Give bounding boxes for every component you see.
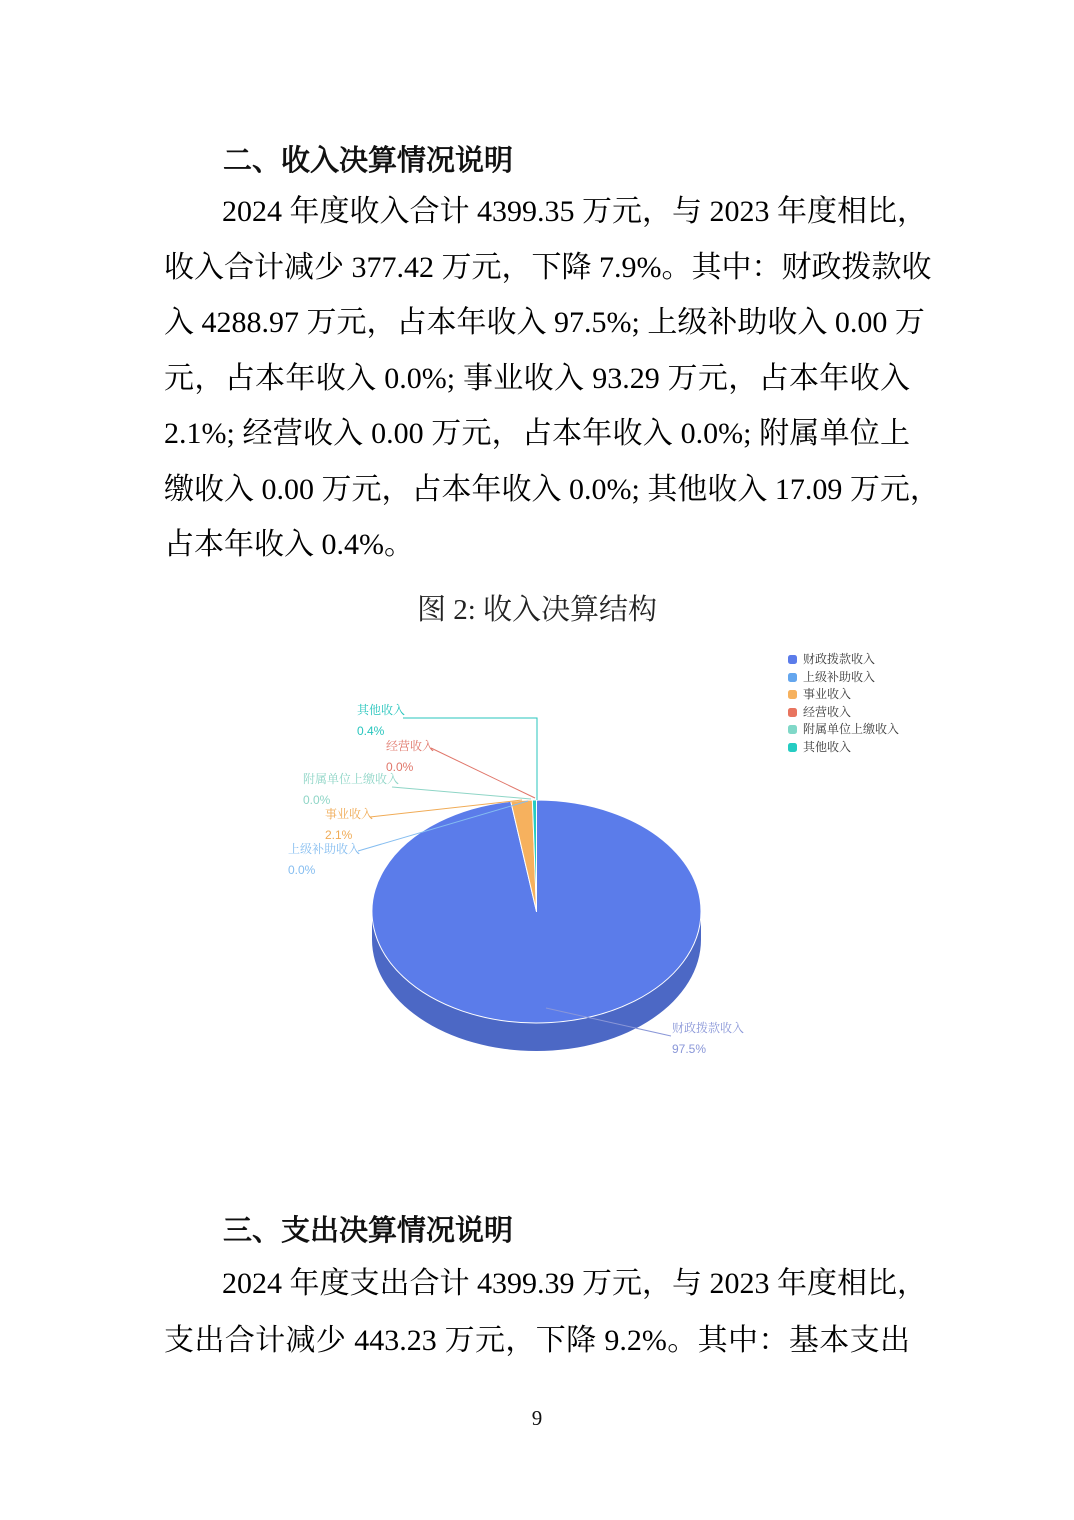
legend-swatch-icon (788, 655, 797, 664)
legend-item-operating-income (788, 706, 899, 719)
legend-label: 财政拨款收入 (803, 652, 876, 666)
legend-item-other-income (788, 741, 899, 754)
income-section-heading: 二、收入决算情况说明 (223, 145, 514, 177)
callout-operating-income-label: 经营收入 (386, 739, 435, 753)
legend-label: 附属单位上缴收入 (803, 722, 900, 737)
legend-label: 其他收入 (803, 739, 852, 754)
legend-item-business-income (788, 688, 899, 701)
legend-swatch-icon (788, 743, 797, 752)
callout-operating-income-pct: 0.0% (386, 760, 414, 774)
paragraph-line: 2024 年度支出合计 4399.39 万元，与 2023 年度相比， (222, 1267, 927, 1300)
legend-swatch-icon (788, 690, 797, 699)
callout-other-income-pct: 0.4% (357, 724, 385, 738)
leader-line-affiliated-income (392, 787, 531, 799)
pie-chart-canvas (0, 640, 1074, 1110)
expenditure-paragraph (164, 1255, 927, 1369)
callout-affiliated-income-pct: 0.0% (303, 793, 331, 807)
callout-fiscal-appropriation-income-label: 财政拨款收入 (672, 1021, 745, 1035)
legend-swatch-icon (788, 708, 797, 717)
legend-swatch-icon (788, 725, 797, 734)
figure-caption: 图 2: 收入决算结构 (416, 594, 658, 626)
paragraph-line: 2.1%; 经营收入 0.00 万元，占本年收入 0.0%; 附属单位上 (164, 417, 910, 450)
chart-legend (788, 653, 899, 754)
legend-label: 事业收入 (803, 687, 852, 702)
income-pie-chart (0, 640, 1074, 1110)
expenditure-section-heading: 三、支出决算情况说明 (223, 1215, 514, 1247)
paragraph-line: 元，占本年收入 0.0%; 事业收入 93.29 万元，占本年收入 (164, 361, 910, 395)
paragraph-line: 占本年收入 0.4%。 (164, 528, 414, 561)
callout-fiscal-appropriation-income-pct: 97.5% (672, 1042, 707, 1056)
callout-other-income-label: 其他收入 (357, 703, 406, 717)
callout-affiliated-income-label: 附属单位上缴收入 (303, 772, 400, 786)
legend-item-superior-subsidy-income (788, 671, 899, 684)
paragraph-line: 支出合计减少 443.23 万元，下降 9.2%。其中：基本支出 (164, 1324, 910, 1357)
leader-line-other-income (403, 718, 537, 800)
leader-line-operating-income (431, 748, 535, 798)
legend-item-affiliated-income (788, 723, 899, 736)
callout-business-income-pct: 2.1% (325, 828, 353, 842)
paragraph-line: 缴收入 0.00 万元，占本年收入 0.0%; 其他收入 17.09 万元， (164, 472, 940, 506)
paragraph-line: 收入合计减少 377.42 万元，下降 7.9%。其中：财政拨款收 (164, 250, 932, 284)
callout-superior-subsidy-income-pct: 0.0% (288, 863, 316, 877)
legend-swatch-icon (788, 673, 797, 682)
legend-item-fiscal-appropriation-income (788, 653, 899, 666)
callout-business-income-label: 事业收入 (325, 807, 374, 821)
legend-label: 经营收入 (803, 704, 852, 719)
legend-label: 上级补助收入 (803, 669, 876, 684)
paragraph-line: 2024 年度收入合计 4399.35 万元，与 2023 年度相比， (222, 195, 927, 228)
income-paragraph (164, 184, 940, 573)
callout-superior-subsidy-income-label: 上级补助收入 (288, 842, 361, 856)
paragraph-line: 入 4288.97 万元，占本年收入 97.5%; 上级补助收入 0.00 万 (164, 306, 925, 339)
page-number: 9 (531, 1406, 543, 1430)
